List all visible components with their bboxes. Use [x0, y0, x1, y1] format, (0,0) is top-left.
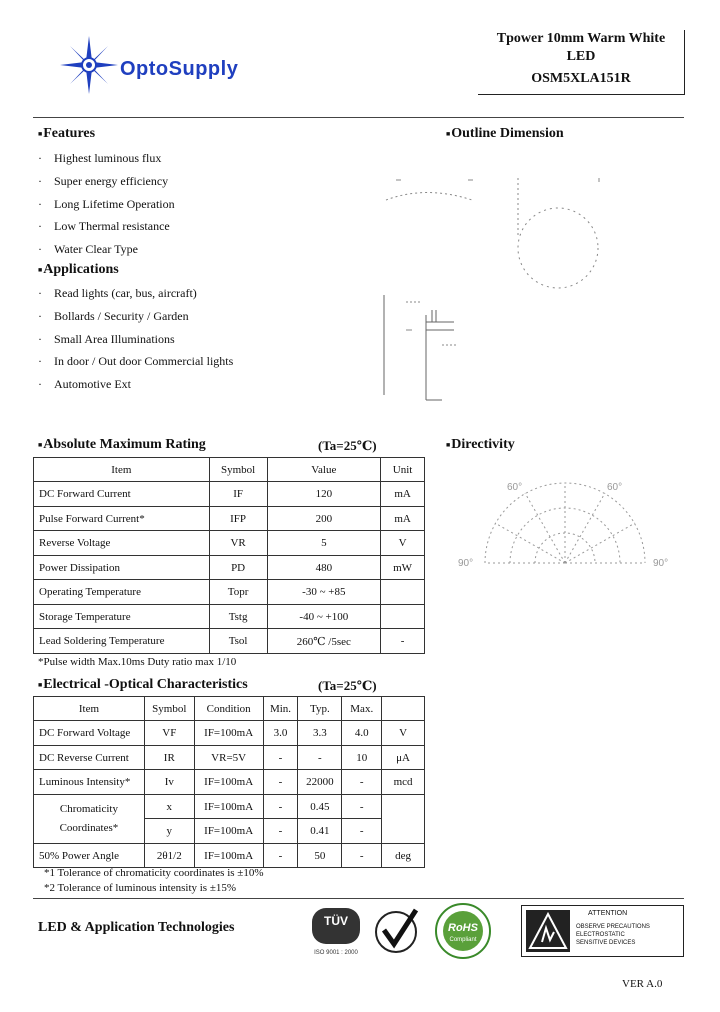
- polar-plot: [455, 470, 675, 580]
- footer-divider: [33, 898, 684, 899]
- check-mark-icon: [372, 904, 422, 956]
- abs-max-title: ■Absolute Maximum Rating: [38, 437, 206, 452]
- list-item: · In door / Out door Commercial lights: [38, 354, 234, 369]
- table-header-row: Item Symbol Value Unit: [34, 458, 425, 482]
- table-row: y IF=100mA - 0.41 -: [34, 819, 425, 844]
- eo-note-1: *1 Tolerance of chromaticity coordinates is ±10%: [44, 867, 264, 879]
- list-item: · Read lights (car, bus, aircraft): [38, 286, 197, 300]
- tuv-certificate-icon: [306, 906, 368, 958]
- table-row: Power Dissipation PD 480 mW: [34, 556, 425, 580]
- header-divider: [33, 117, 684, 118]
- tuv-cert-logo: [306, 906, 368, 958]
- table-row: Reverse Voltage VR 5 V: [34, 531, 425, 556]
- rohs-sub-label: Compliant: [449, 937, 477, 943]
- table-row: Lead Soldering Temperature Tsol 260℃ /5sec -: [34, 629, 425, 654]
- iso-label: ISO 9001 : 2000: [314, 950, 358, 956]
- product-title-line2: LED: [566, 49, 596, 64]
- abs-max-note: *Pulse width Max.10ms Duty ratio max 1/10: [38, 656, 237, 668]
- features-list: [38, 147, 175, 261]
- esd-line-1: OBSERVE PRECAUTIONS: [576, 924, 650, 930]
- list-item: · Automotive Ext: [38, 377, 131, 392]
- table-row: DC Reverse Current IR VR=5V - - 10 μA: [34, 746, 425, 770]
- esd-line-3: SENSITIVE DEVICES: [576, 940, 636, 946]
- list-item: · Highest luminous flux: [38, 151, 162, 165]
- rohs-label: RoHS: [448, 922, 478, 934]
- angle-label-top-right: 60°: [607, 482, 623, 493]
- applications-list: [38, 282, 233, 396]
- directivity-chart: [455, 470, 675, 580]
- angle-label-right: 90°: [653, 558, 669, 569]
- esd-warning-box: [521, 905, 684, 957]
- directivity-title: ■Directivity: [446, 437, 515, 452]
- list-item: · Water Clear Type: [38, 242, 138, 257]
- rohs-badge-icon: [432, 902, 494, 960]
- eo-title: ■Electrical -Optical Characteristics: [38, 677, 248, 692]
- tuv-label: TÜV: [324, 914, 348, 928]
- esd-attention: ATTENTION: [588, 910, 628, 917]
- led-outline-diagram: [376, 170, 616, 410]
- angle-label-top-left: 60°: [507, 482, 523, 493]
- table-row: Operating Temperature Topr -30 ~ +85: [34, 580, 425, 605]
- rohs-logo: [432, 902, 494, 960]
- table-header-row: Item Symbol Condition Min. Typ. Max.: [34, 697, 425, 721]
- esd-icon: [526, 910, 570, 952]
- eo-table: [33, 696, 425, 868]
- list-item: · Bollards / Security / Garden: [38, 308, 189, 323]
- table-row: DC Forward Current IF 120 mA: [34, 482, 425, 507]
- company-logo: [58, 34, 120, 96]
- table-row: Storage Temperature Tstg -40 ~ +100: [34, 605, 425, 629]
- outline-drawing: [376, 170, 616, 410]
- applications-title: ■Applications: [38, 262, 119, 277]
- product-title-line1: Tpower 10mm Warm White: [496, 31, 666, 46]
- table-row: Luminous Intensity* Iv IF=100mA - 22000 - mcd: [34, 770, 425, 795]
- table-row: DC Forward Voltage VF IF=100mA 3.0 3.3 4.0 V: [34, 721, 425, 746]
- table-row: Chromaticity Coordinates* x IF=100mA - 0.45 -: [34, 795, 425, 819]
- features-title: ■Features: [38, 126, 96, 141]
- compliance-check-logo: [372, 904, 422, 956]
- list-item: · Low Thermal resistance: [38, 219, 170, 234]
- list-item: · Long Lifetime Operation: [38, 196, 175, 211]
- outline-title: ■Outline Dimension: [446, 126, 564, 141]
- abs-max-condition: (Ta=25℃): [318, 438, 377, 453]
- table-row: 50% Power Angle 2θ1/2 IF=100mA - 50 - deg: [34, 844, 425, 868]
- chromaticity-item: Chromaticity Coordinates*: [34, 795, 145, 844]
- esd-hand-icon: [526, 910, 570, 952]
- table-row: Pulse Forward Current* IFP 200 mA: [34, 507, 425, 531]
- eo-note-2: *2 Tolerance of luminous intensity is ±15%: [44, 882, 237, 894]
- eo-condition: (Ta=25℃): [318, 678, 377, 693]
- product-title-box: [478, 30, 685, 95]
- list-item: · Super energy efficiency: [38, 173, 169, 188]
- footer-company-line: LED & Application Technologies: [38, 920, 235, 935]
- list-item: · Small Area Illuminations: [38, 331, 175, 346]
- angle-label-left: 90°: [458, 558, 474, 569]
- abs-max-table: [33, 457, 425, 654]
- company-name: OptoSupply: [120, 58, 239, 80]
- version-label: VER A.0: [622, 978, 663, 990]
- part-number: OSM5XLA151R: [531, 71, 631, 86]
- star-logo-icon: [58, 34, 120, 96]
- esd-line-2: ELECTROSTATIC: [576, 932, 625, 938]
